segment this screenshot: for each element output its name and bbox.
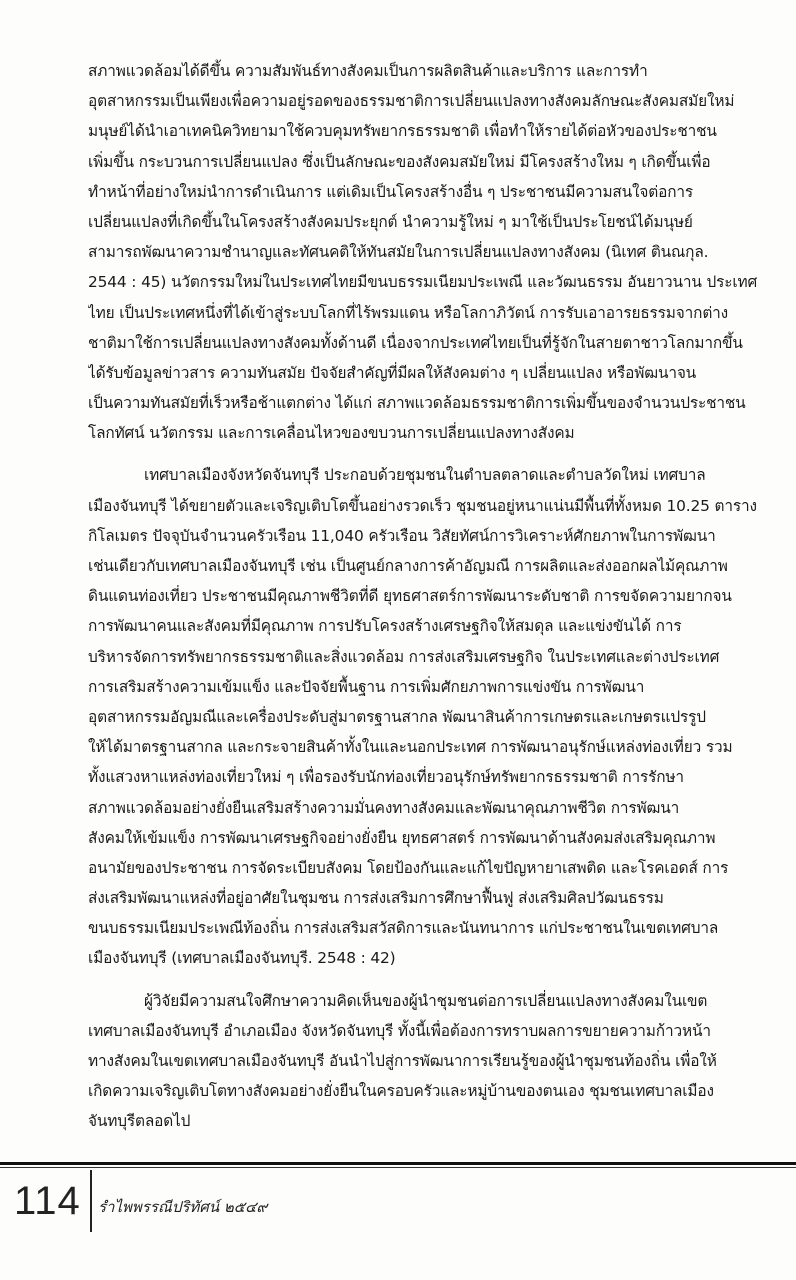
text-line: กิโลเมตร ปัจจุบันจำนวนครัวเรือน 11,040 ครัวเรือน วิสัยทัศน์การวิเคราะห์ศักยภาพในการพัฒนา xyxy=(88,526,716,545)
text-line: บริหารจัดการทรัพยากรธรรมชาติและสิ่งแวดล้อม การส่งเสริมเศรษฐกิจ ในประเทศและต่างประเทศ xyxy=(88,647,720,666)
text-line: มนุษย์ได้นำเอาเทคนิควิทยามาใช้ควบคุมทรัพยากรธรรมชาติ เพื่อทำให้รายได้ต่อหัวของประชาชน xyxy=(88,122,717,141)
text-line: เกิดความเจริญเติบโตทางสังคมอย่างยั่งยืนในครอบครัวและหมู่บ้านของตนเอง ชุมชนเทศบาลเมือง xyxy=(88,1082,714,1101)
text-line: เมืองจันทบุรี (เทศบาลเมืองจันทบุรี. 2548 : 42) xyxy=(88,949,396,968)
text-line: 2544 : 45) นวัตกรรมใหม่ในประเทศไทยมีขนบธรรมเนียมประเพณี และวัฒนธรรม อันยาวนาน ประเทศ xyxy=(88,273,758,292)
footer-rule-thick xyxy=(0,1162,796,1165)
text-line: ผู้วิจัยมีความสนใจศึกษาความคิดเห็นของผู้นำชุมชนต่อการเปลี่ยนแปลงทางสังคมในเขต xyxy=(144,991,708,1010)
text-line: ชาติมาใช้การเปลี่ยนแปลงทางสังคมทั้งด้านดี เนื่องจากประเทศไทยเป็นที่รู้จักในสายตาชาวโลกมากขึ้น xyxy=(88,333,743,352)
footer-divider xyxy=(90,1170,92,1232)
text-line: อนามัยของประชาชน การจัดระเบียบสังคม โดยป้องกันและแก้ไขปัญหายาเสพติด และโรคเอดส์ การ xyxy=(88,858,729,877)
text-line: สภาพแวดล้อมอย่างยั่งยืนเสริมสร้างความมั่นคงทางสังคมและพัฒนาคุณภาพชีวิต การพัฒนา xyxy=(88,798,680,817)
text-line: อุตสาหกรรมอัญมณีและเครื่องประดับสู่มาตรฐานสากล พัฒนาสินค้าการเกษตรและเกษตรแปรรูป xyxy=(88,707,706,726)
text-line: เป็นความทันสมัยที่เร็วหรือช้าแตกต่าง ได้แก่ สภาพแวดล้อมธรรมชาติการเพิ่มขึ้นของจำนวนประชาชน xyxy=(88,394,746,413)
paragraph xyxy=(88,986,768,1137)
paragraph xyxy=(88,56,768,448)
text-line: ทำหน้าที่อย่างใหม่นำการดำเนินการ แต่เดิมเป็นโครงสร้างอื่น ๆ ประชาชนมีความสนใจต่อการ xyxy=(88,182,693,201)
text-line: ทั้งแสวงหาแหล่งท่องเที่ยวใหม่ ๆ เพื่อรองรับนักท่องเที่ยวอนุรักษ์ทรัพยากรธรรมชาติ การรักษา xyxy=(88,768,684,787)
text-line: ให้ได้มาตรฐานสากล และกระจายสินค้าทั้งในและนอกประเทศ การพัฒนาอนุรักษ์แหล่งท่องเที่ยว รวม xyxy=(88,738,733,757)
text-line: เปลี่ยนแปลงที่เกิดขึ้นในโครงสร้างสังคมประยุกต์ นำความรู้ใหม่ ๆ มาใช้เป็นประโยชน์ได้มนุษย์ xyxy=(88,212,693,231)
page-number: 114 xyxy=(14,1179,81,1223)
text-line: การเสริมสร้างความเข้มแข็ง และปัจจัยพื้นฐาน การเพิ่มศักยภาพการแข่งขัน การพัฒนา xyxy=(88,677,645,696)
text-line: ส่งเสริมพัฒนาแหล่งที่อยู่อาศัยในชุมชน การส่งเสริมการศึกษาฟื้นฟู ส่งเสริมศิลปวัฒนธรรม xyxy=(88,889,664,908)
paragraph-gap xyxy=(88,974,768,986)
paragraph xyxy=(88,460,768,973)
text-line: ทางสังคมในเขตเทศบาลเมืองจันทบุรี อันนำไปสู่การพัฒนาการเรียนรู้ของผู้นำชุมชนท้องถิ่น เพื่อให้ xyxy=(88,1052,717,1070)
journal-title: รำไพพรรณีปริทัศน์ ๒๕๔๙ xyxy=(98,1198,268,1216)
text-line: จันทบุรีตลอดไป xyxy=(88,1112,191,1131)
text-line: อุตสาหกรรมเป็นเพียงเพื่อความอยู่รอดของธรรมชาติการเปลี่ยนแปลงทางสังคมลักษณะสังคมสมัยใหม่ xyxy=(88,92,735,111)
text-line: สังคมให้เข้มแข็ง การพัฒนาเศรษฐกิจอย่างยั่งยืน ยุทธศาสตร์ การพัฒนาด้านสังคมส่งเสริมคุณภาพ xyxy=(88,828,716,847)
text-line: เช่นเดียวกับเทศบาลเมืองจันทบุรี เช่น เป็นศูนย์กลางการค้าอัญมณี การผลิตและส่งออกผลไม้คุณภาพ xyxy=(88,557,728,575)
article-body xyxy=(88,56,768,1137)
paragraph-gap xyxy=(88,448,768,460)
text-line: โลกทัศน์ นวัตกรรม และการเคลื่อนไหวของขบวนการเปลี่ยนแปลงทางสังคม xyxy=(88,424,575,443)
text-line: การพัฒนาคนและสังคมที่มีคุณภาพ การปรับโครงสร้างเศรษฐกิจให้สมดุล และแข่งขันได้ การ xyxy=(88,617,682,636)
text-line: เทศบาลเมืองจังหวัดจันทบุรี ประกอบด้วยชุมชนในตำบลตลาดและตำบลวัดใหม่ เทศบาล xyxy=(144,466,706,485)
page-footer xyxy=(0,1168,796,1280)
text-line: ไทย เป็นประเทศหนึ่งที่ได้เข้าสู่ระบบโลกที่ไร้พรมแดน หรือโลกาภิวัตน์ การรับเอาอารยธรรมจากต่าง xyxy=(88,303,729,322)
text-line: ได้รับข้อมูลข่าวสาร ความทันสมัย ปัจจัยสำคัญที่มีผลให้สังคมต่าง ๆ เปลี่ยนแปลง หรือพัฒนาจน xyxy=(88,363,697,382)
text-line: เทศบาลเมืองจันทบุรี อำเภอเมือง จังหวัดจันทบุรี ทั้งนี้เพื่อต้องการทราบผลการขยายความก้าวหน้า xyxy=(88,1021,711,1040)
text-line: ดินแดนท่องเที่ยว ประชาชนมีคุณภาพชีวิตที่ดี ยุทธศาสตร์การพัฒนาระดับชาติ การขจัดความยากจน xyxy=(88,587,732,606)
text-line: สามารถพัฒนาความชำนาญและทัศนคติให้ทันสมัยในการเปลี่ยนแปลงทางสังคม (นิเทศ ตินณกุล. xyxy=(88,243,709,262)
text-line: ขนบธรรมเนียมประเพณีท้องถิ่น การส่งเสริมสวัสดิการและนันทนาการ แก่ประชาชนในเขตเทศบาล xyxy=(88,919,719,938)
text-line: สภาพแวดล้อมได้ดีขึ้น ความสัมพันธ์ทางสังคมเป็นการผลิตสินค้าและบริการ และการทำ xyxy=(88,62,648,80)
text-line: เพิ่มขึ้น กระบวนการเปลี่ยนแปลง ซึ่งเป็นลักษณะของสังคมสมัยใหม่ มีโครงสร้างใหม ๆ เกิดขึ้นเพื่อ xyxy=(88,152,711,171)
text-line: เมืองจันทบุรี ได้ขยายตัวและเจริญเติบโตขึ้นอย่างรวดเร็ว ชุมชนอยู่หนาแน่นมีพื้นที่ทั้งหมด 10.25 ตาราง xyxy=(88,496,757,515)
